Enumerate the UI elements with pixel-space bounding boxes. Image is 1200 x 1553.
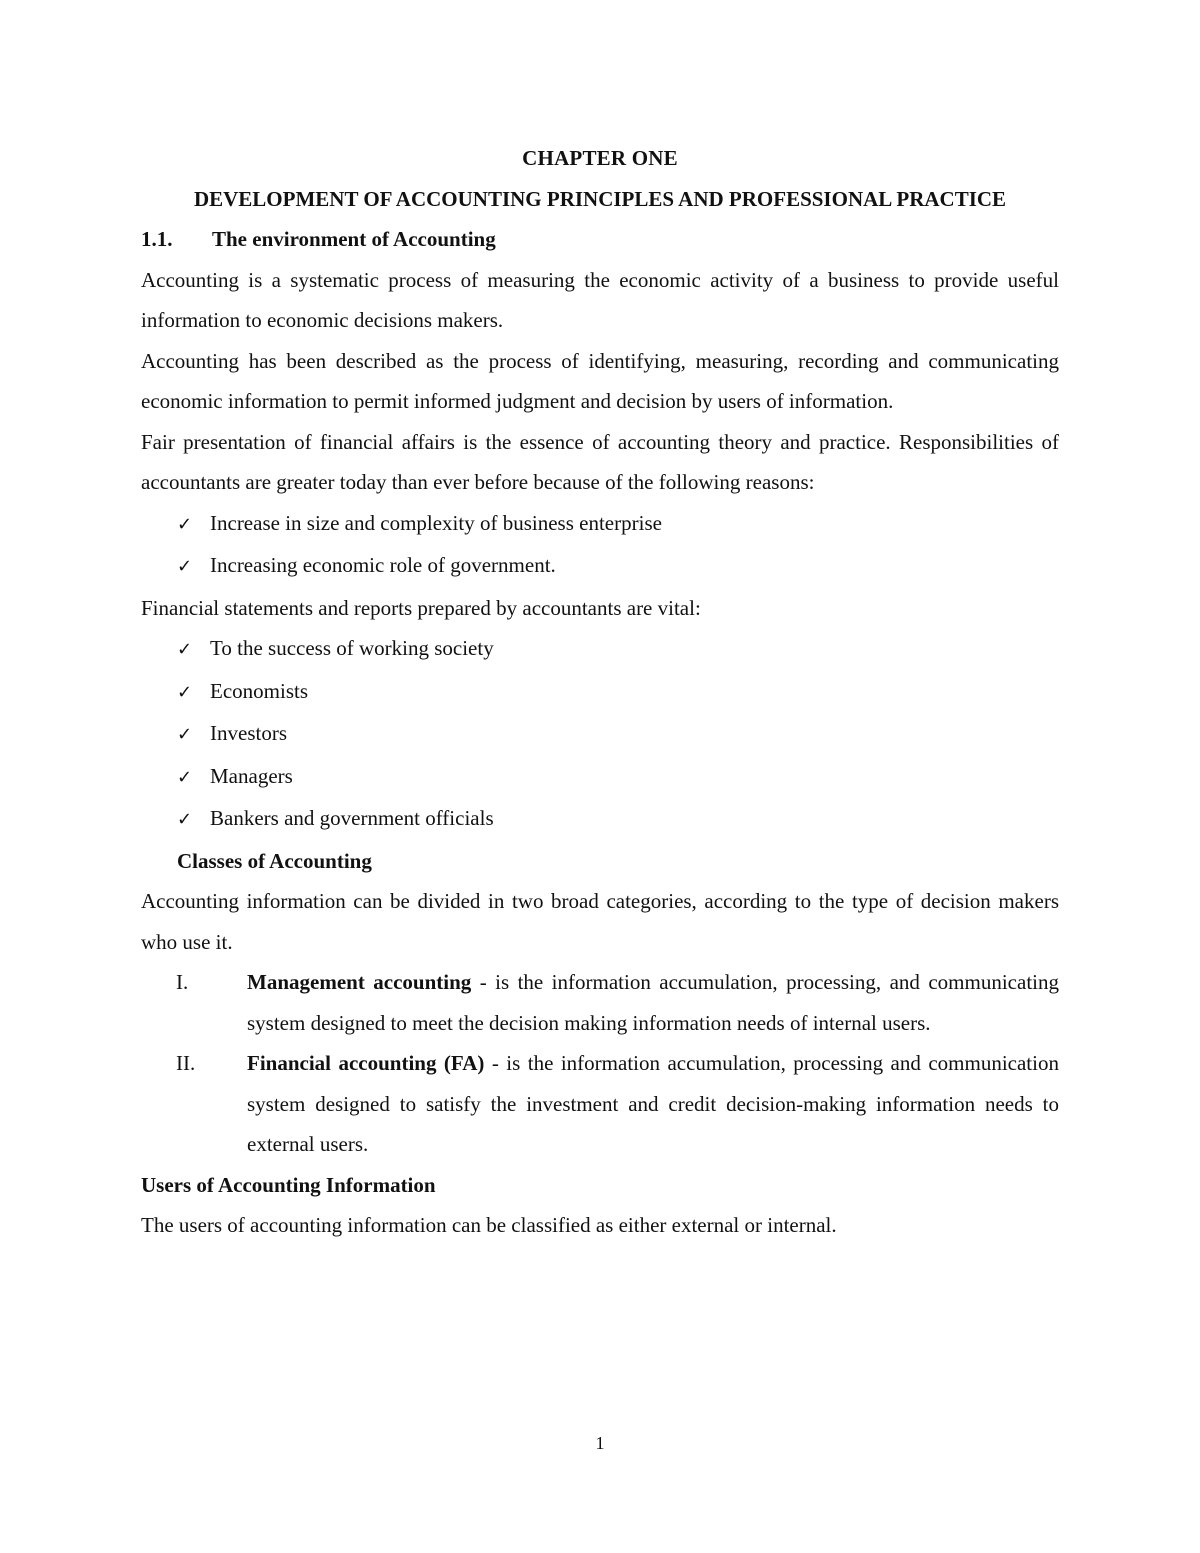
check-icon: ✓ (177, 681, 193, 703)
users-heading: Users of Accounting Information (141, 1172, 436, 1197)
list-item-text: To the success of working society (210, 636, 494, 660)
roman-numeral: II. (176, 1051, 196, 1075)
list-item (177, 756, 1059, 799)
page-content (141, 138, 1059, 1246)
list-item (177, 503, 1059, 546)
page-number: 1 (595, 1433, 605, 1453)
class-definition: - is the information accumulation, processing and communication system designed to satisfy the investment and credit decision-making information needs to external users. (247, 1051, 1059, 1156)
list-item (177, 545, 1059, 588)
check-icon: ✓ (177, 809, 193, 830)
class-term: Financial accounting (FA) (247, 1051, 485, 1075)
roman-numeral: I. (176, 970, 189, 994)
check-icon: ✓ (177, 639, 193, 660)
paragraph-description: Accounting has been described as the process of identifying, measuring, recording and communicating economic information to permit informed judgment and decision by users of information. (141, 348, 1059, 413)
paragraph-definition: Accounting is a systematic process of measuring the economic activity of a business to provide useful information to economic decisions makers. (141, 267, 1059, 332)
classes-heading: Classes of Accounting (177, 848, 372, 873)
class-item-body (247, 962, 1059, 1043)
list-item-text: Bankers and government officials (210, 806, 494, 830)
class-term: Management accounting (247, 970, 472, 994)
vital-list (141, 628, 1059, 841)
list-item (177, 671, 1059, 714)
paragraph-users: The users of accounting information can be classified as either external or internal. (141, 1213, 837, 1237)
check-icon: ✓ (177, 724, 193, 745)
list-item (177, 713, 1059, 756)
list-item-text: Increase in size and complexity of business enterprise (210, 510, 662, 535)
list-item (177, 628, 1059, 671)
list-item-text: Managers (210, 763, 293, 788)
paragraph-categories: Accounting information can be divided in two broad categories, according to the type of decision makers who use it. (141, 889, 1059, 954)
class-definition: - is the information accumulation, processing, and communicating system designed to meet the decision making information needs of internal users. (247, 970, 1059, 1035)
section-title: The environment of Accounting (212, 227, 496, 251)
main-title: DEVELOPMENT OF ACCOUNTING PRINCIPLES AND PROFESSIONAL PRACTICE (193, 186, 1007, 211)
list-item (177, 798, 1059, 841)
section-heading (141, 219, 1059, 260)
paragraph-vital: Financial statements and reports prepared by accountants are vital: (141, 595, 701, 620)
paragraph-fair-presentation: Fair presentation of financial affairs is the essence of accounting theory and practice. Responsibilities of accountants are greater today than ever before because of the following reasons: (141, 429, 1059, 494)
list-item-text: Economists (210, 678, 308, 703)
class-item-management (141, 962, 1059, 1043)
section-number: 1.1. (141, 227, 173, 251)
check-icon: ✓ (177, 513, 193, 535)
list-item-text: Increasing economic role of government. (210, 553, 556, 577)
class-item-body (247, 1043, 1059, 1165)
class-item-financial (141, 1043, 1059, 1165)
list-item-text: Investors (210, 721, 287, 745)
check-icon: ✓ (177, 766, 193, 788)
reasons-list (141, 503, 1059, 588)
check-icon: ✓ (177, 556, 193, 577)
chapter-title: CHAPTER ONE (522, 146, 678, 170)
